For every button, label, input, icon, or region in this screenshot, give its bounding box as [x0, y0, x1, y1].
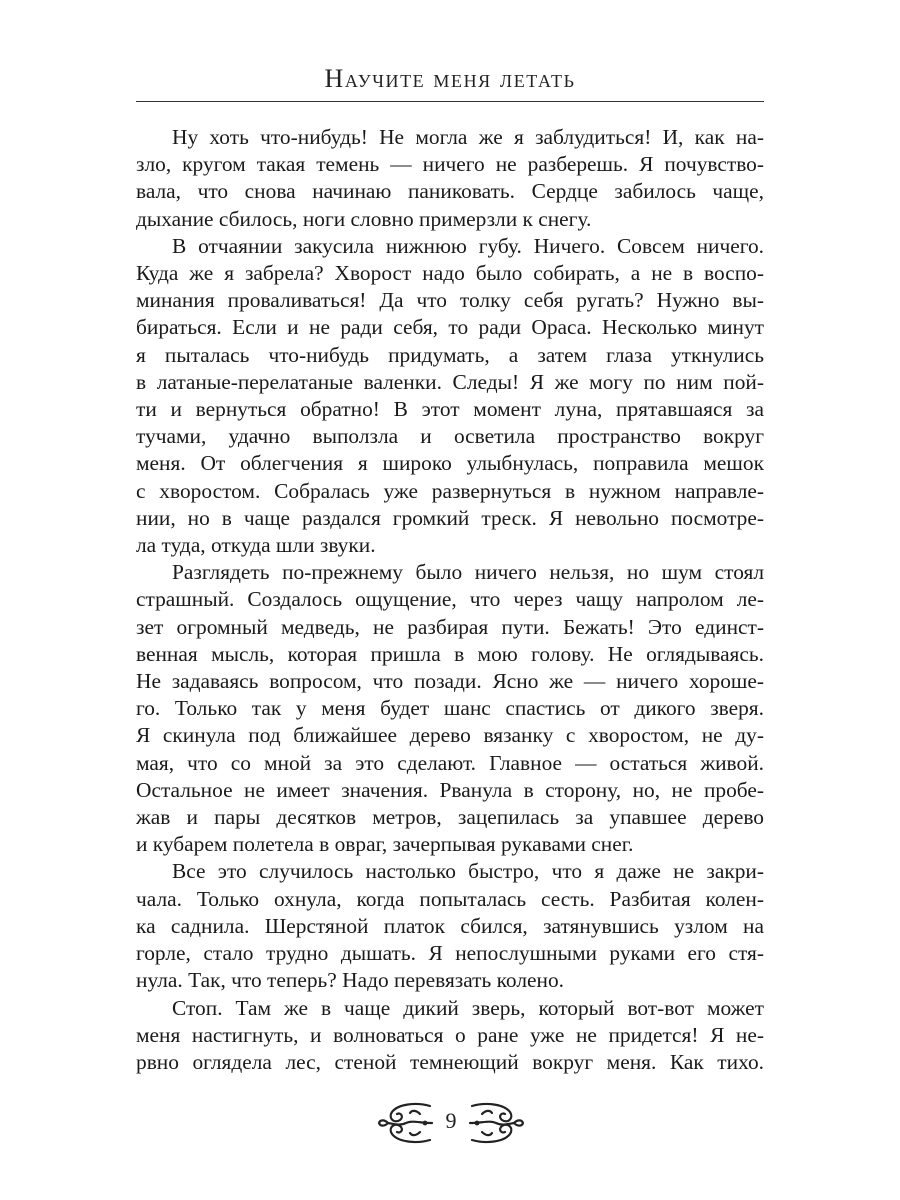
- text-line: с хворостом. Собралась уже развернуться в нужном направле-: [136, 478, 764, 503]
- text-line: вала, что снова начинаю паниковать. Сердце забилось чаще,: [136, 179, 764, 204]
- text-line: жав и пары десятков метров, зацепилась за упавшее дерево: [136, 805, 764, 830]
- text-line: минания проваливаться! Да что толку себя ругать? Нужно вы-: [136, 288, 764, 313]
- text-line: Ну хоть что-нибудь! Не могла же я заблудиться! И, как на-: [172, 125, 764, 149]
- text-line: ла туда, откуда шли звуки.: [136, 533, 376, 558]
- text-line: нула. Так, что теперь? Надо перевязать колено.: [136, 968, 564, 993]
- text-line: ти и вернуться обратно! В этот момент луна, прятавшаяся за: [136, 397, 764, 422]
- text-line: в латаные-перелатаные валенки. Следы! Я же могу по ним пой-: [136, 369, 764, 394]
- text-line: горле, стало трудно дышать. Я непослушными руками его стя-: [136, 941, 764, 966]
- text-line: меня настигнуть, и волноваться о ране уже не придется! Я не-: [136, 1022, 764, 1047]
- text-line: тучами, удачно выползла и осветила пространство вокруг: [136, 424, 764, 449]
- text-line: го. Только так у меня будет шанс спастись от дикого зверя.: [136, 696, 764, 721]
- text-line: Стоп. Там же в чаще дикий зверь, который вот-вот может: [172, 995, 764, 1020]
- text-line: и кубарем полетела в овраг, зачерпывая рукавами снег.: [136, 832, 634, 857]
- text-line: рвно оглядела лес, стеной темнеющий вокруг меня. Как тихо.: [136, 1049, 764, 1074]
- body-text: [136, 124, 764, 1076]
- text-line: дыхание сбилось, ноги словно примерзли к снегу.: [136, 206, 592, 231]
- text-line: Не задаваясь вопросом, что позади. Ясно же — ничего хороше-: [136, 669, 764, 694]
- paragraph: [136, 858, 764, 994]
- text-line: нии, но в чаще раздался громкий треск. Я невольно посмотре-: [136, 505, 764, 530]
- text-line: Остальное не имеет значения. Рванула в сторону, но, не пробе-: [136, 777, 764, 802]
- page-number: 9: [445, 1108, 457, 1133]
- text-line: зло, кругом такая темень — ничего не разберешь. Я почувство-: [136, 152, 764, 177]
- text-line: чала. Только охнула, когда попыталась сесть. Разбитая колен-: [136, 886, 764, 911]
- flourish-ornament-icon: [468, 1098, 526, 1148]
- text-line: меня. От облегчения я широко улыбнулась, поправила мешок: [136, 451, 764, 476]
- text-line: Куда же я забрела? Хворост надо было собирать, а не в воспо-: [136, 261, 764, 286]
- text-line: венная мысль, которая пришла в мою голову. Не оглядываясь.: [136, 641, 764, 666]
- text-line: бираться. Если и не ради себя, то ради Ораса. Несколько минут: [136, 315, 764, 340]
- text-line: ка саднила. Шерстяной платок сбился, затянувшись узлом на: [136, 913, 764, 938]
- text-line: страшный. Создалось ощущение, что через чащу напролом ле-: [136, 587, 764, 612]
- page-footer: [376, 1098, 526, 1150]
- text-line: Я скинула под ближайшее дерево вязанку с хворостом, не ду-: [136, 723, 764, 748]
- text-line: Разглядеть по-прежнему было ничего нельзя, но шум стоял: [172, 560, 764, 585]
- paragraph: [136, 559, 764, 858]
- text-line: я пыталась что-нибудь придумать, а затем глаза уткнулись: [136, 342, 764, 367]
- paragraph: [136, 995, 764, 1077]
- running-header: [136, 62, 764, 96]
- text-line: мая, что со мной за это сделают. Главное — остаться живой.: [136, 750, 764, 775]
- text-line: зет огромный медведь, не разбирая пути. Бежать! Это единст-: [136, 614, 764, 639]
- header-divider: [136, 101, 764, 102]
- paragraph: [136, 233, 764, 559]
- running-title: Научите меня летать: [324, 64, 576, 93]
- text-line: В отчаянии закусила нижнюю губу. Ничего. Совсем ничего.: [172, 233, 764, 258]
- text-line: Все это случилось настолько быстро, что я даже не закри-: [172, 859, 764, 884]
- paragraph: [136, 124, 764, 233]
